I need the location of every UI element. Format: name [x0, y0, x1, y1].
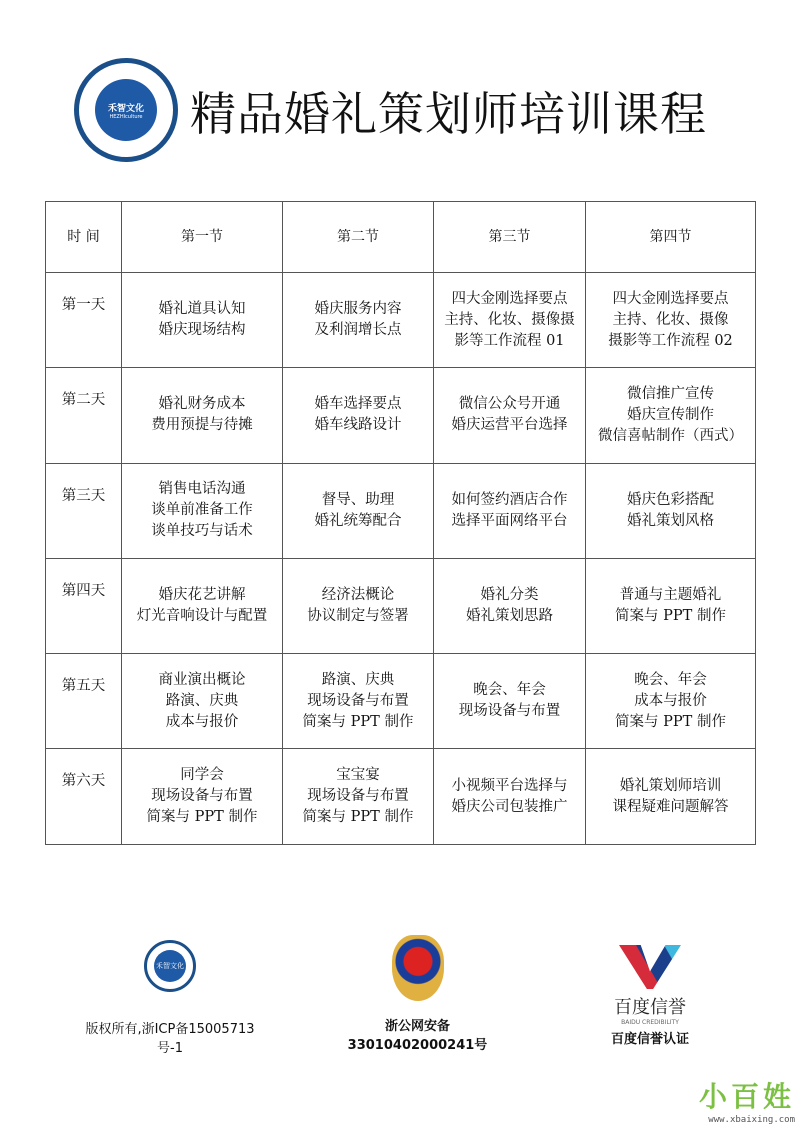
header-cell: 第三节	[434, 202, 586, 273]
header-cell: 第四节	[586, 202, 756, 273]
session-cell: 督导、助理 婚礼统筹配合	[283, 463, 434, 558]
page-title: 精品婚礼策划师培训课程	[190, 87, 707, 141]
table-row	[46, 368, 756, 463]
session-cell: 普通与主题婚礼 简案与 PPT 制作	[586, 558, 756, 653]
table-row	[46, 749, 756, 844]
table-row	[46, 463, 756, 558]
session-cell: 婚礼策划师培训 课程疑难问题解答	[586, 749, 756, 844]
watermark-url: www.xbaixing.com	[708, 1115, 795, 1125]
watermark-name: 小百姓	[698, 1080, 795, 1113]
session-cell: 微信推广宣传 婚庆宣传制作 微信喜帖制作（西式）	[586, 368, 756, 463]
session-cell: 婚庆花艺讲解 灯光音响设计与配置	[122, 558, 283, 653]
session-cell: 晚会、年会 成本与报价 简案与 PPT 制作	[586, 654, 756, 749]
session-cell: 销售电话沟通 谈单前准备工作 谈单技巧与话术	[122, 463, 283, 558]
header-cell: 时 间	[46, 202, 122, 273]
session-cell: 四大金刚选择要点 主持、化妆、摄像摄 影等工作流程 01	[434, 273, 586, 368]
session-cell: 婚礼道具认知 婚庆现场结构	[122, 273, 283, 368]
copyright-text: 版权所有,浙ICP备15005713号-1	[85, 1022, 255, 1056]
day-cell: 第二天	[46, 368, 122, 463]
day-cell: 第一天	[46, 273, 122, 368]
session-cell: 晚会、年会 现场设备与布置	[434, 654, 586, 749]
baidu-en-text: BAIDU CREDIBILITY	[621, 1019, 679, 1026]
header-cell: 第一节	[122, 202, 283, 273]
session-cell: 小视频平台选择与 婚庆公司包装推广	[434, 749, 586, 844]
header-cell: 第二节	[283, 202, 434, 273]
logo-text: 禾智文化	[107, 103, 144, 114]
table-row	[46, 654, 756, 749]
session-cell: 微信公众号开通 婚庆运营平台选择	[434, 368, 586, 463]
course-schedule-table	[45, 201, 756, 845]
table-row	[46, 273, 756, 368]
police-badge-icon	[392, 935, 444, 1001]
session-cell: 经济法概论 协议制定与签署	[283, 558, 434, 653]
small-logo-text: 禾智文化	[154, 950, 186, 982]
day-cell: 第三天	[46, 463, 122, 558]
session-cell: 婚礼分类 婚礼策划思路	[434, 558, 586, 653]
police-record-block[interactable]	[325, 935, 510, 1053]
session-cell: 婚庆服务内容 及利润增长点	[283, 273, 434, 368]
session-cell: 商业演出概论 路演、庆典 成本与报价	[122, 654, 283, 749]
baidu-v-icon	[619, 945, 681, 989]
baidu-credibility-block[interactable]	[590, 945, 710, 1047]
watermark	[680, 1075, 795, 1125]
session-cell: 婚庆色彩搭配 婚礼策划风格	[586, 463, 756, 558]
table-header-row	[46, 202, 756, 273]
day-cell: 第六天	[46, 749, 122, 844]
session-cell: 同学会 现场设备与布置 简案与 PPT 制作	[122, 749, 283, 844]
baidu-logo-text: 百度信誉	[614, 997, 686, 1018]
session-cell: 如何签约酒店合作 选择平面网络平台	[434, 463, 586, 558]
session-cell: 宝宝宴 现场设备与布置 简案与 PPT 制作	[283, 749, 434, 844]
small-company-logo	[144, 940, 196, 992]
baidu-cert-text: 百度信誉认证	[610, 1032, 689, 1047]
session-cell: 四大金刚选择要点 主持、化妆、摄像 摄影等工作流程 02	[586, 273, 756, 368]
session-cell: 婚车选择要点 婚车线路设计	[283, 368, 434, 463]
session-cell: 路演、庆典 现场设备与布置 简案与 PPT 制作	[283, 654, 434, 749]
company-logo	[74, 58, 178, 162]
police-record-text: 浙公网安备 33010402000241号	[347, 1019, 488, 1053]
day-cell: 第五天	[46, 654, 122, 749]
logo-subtext: HEZHIculture	[109, 113, 143, 120]
table-row	[46, 558, 756, 653]
day-cell: 第四天	[46, 558, 122, 653]
copyright-block	[80, 940, 260, 1056]
session-cell: 婚礼财务成本 费用预提与待摊	[122, 368, 283, 463]
